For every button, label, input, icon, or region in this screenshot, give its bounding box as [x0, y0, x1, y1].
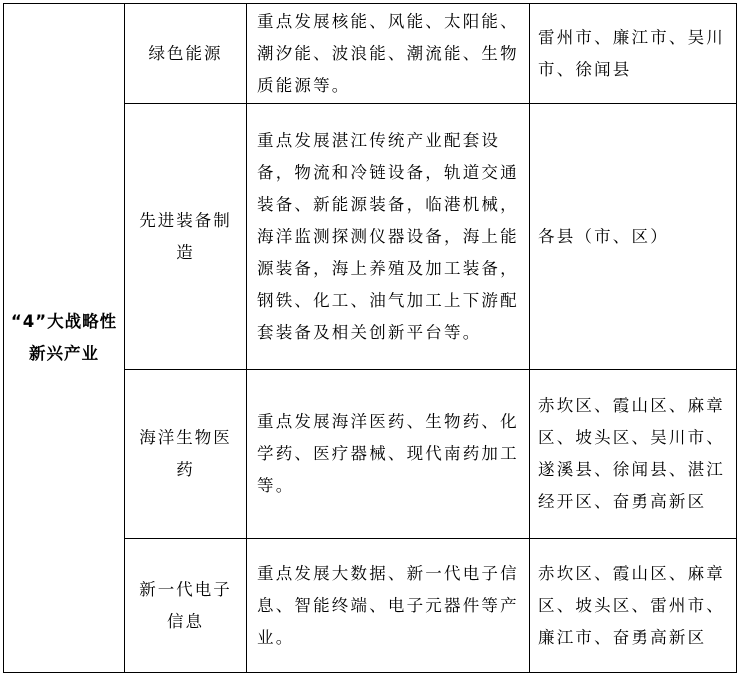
industry-cell [125, 539, 247, 673]
description-cell [247, 539, 530, 673]
industry-locations: 雷州市、廉江市、吴川市、徐闻县 [538, 27, 725, 79]
industry-description: 重点发展湛江传统产业配套设备，物流和冷链设备，轨道交通装备、新能源装备，临港机械，海洋监测探测仪器设备，海上能源装备，海上养殖及加工装备，钢铁、化工、油气加工上下游配套装备及相关创新平台等。 [257, 130, 519, 342]
industry-locations: 各县（市、区） [538, 226, 669, 246]
industry-name: 新一代电子信息 [139, 579, 232, 631]
category-label: “4”大战略性新兴产业 [10, 312, 118, 363]
table-row [4, 4, 737, 104]
industry-description: 重点发展核能、风能、太阳能、潮汐能、波浪能、潮流能、生物质能源等。 [257, 11, 519, 95]
industry-name: 海洋生物医药 [139, 428, 232, 479]
industry-cell [125, 370, 247, 539]
industry-description: 重点发展海洋医药、生物药、化学药、医疗器械、现代南药加工等。 [257, 412, 519, 495]
industry-locations: 赤坎区、霞山区、麻章区、坡头区、雷州市、廉江市、奋勇高新区 [538, 563, 725, 647]
industry-name: 绿色能源 [148, 43, 223, 63]
industry-description: 重点发展大数据、新一代电子信息、智能终端、电子元器件等产业。 [257, 563, 519, 647]
description-cell [247, 104, 530, 370]
location-cell [530, 370, 737, 539]
description-cell [247, 4, 530, 104]
location-cell [530, 539, 737, 673]
industry-name: 先进装备制造 [139, 210, 232, 262]
location-cell [530, 104, 737, 370]
location-cell [530, 4, 737, 104]
description-cell [247, 370, 530, 539]
category-cell [4, 4, 125, 673]
industry-cell [125, 104, 247, 370]
industry-table [3, 3, 737, 673]
industry-cell [125, 4, 247, 104]
industry-locations: 赤坎区、霞山区、麻章区、坡头区、吴川市、遂溪县、徐闻县、湛江经开区、奋勇高新区 [538, 396, 725, 511]
